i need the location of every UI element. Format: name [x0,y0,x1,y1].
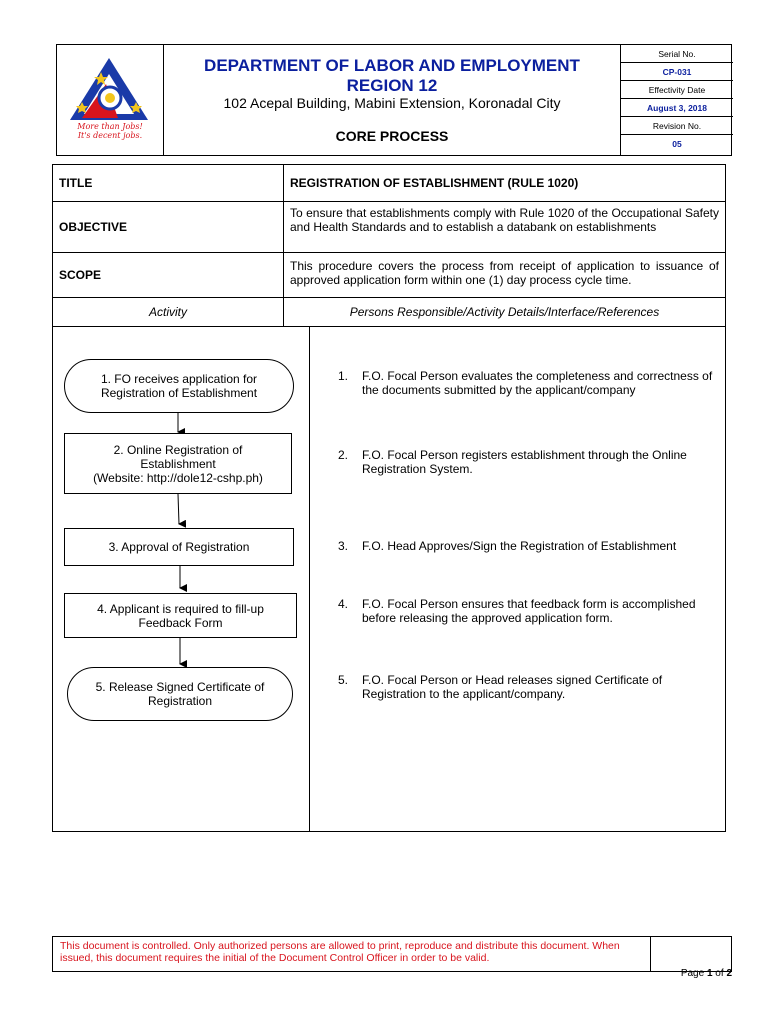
revision-label: Revision No. [621,116,733,134]
serial-label: Serial No. [658,49,696,59]
flow-step-5 [67,667,293,721]
page-current: 1 [706,968,713,979]
serial-value: CP-031 [621,62,733,80]
flow-step-3-label: 3. Approval of Registration [108,540,250,554]
page-number [600,968,732,979]
detail-4-text: F.O. Focal Person ensures that feedback form is accomplished before releasing the approved application form. [362,597,696,625]
objective-label: OBJECTIVE [52,201,284,253]
logo-tagline-line2: It's decent jobs. [77,131,143,140]
logo-tagline [60,122,160,140]
detail-item-2 [338,448,718,476]
detail-item-4 [338,597,718,625]
detail-3-text: F.O. Head Approves/Sign the Registration of Establishment [362,539,677,553]
detail-item-5 [338,673,718,701]
title-value: REGISTRATION OF ESTABLISHMENT (RULE 1020) [283,164,726,202]
detail-4-number: 4. [338,597,349,611]
logo-tagline-line1: More than Jobs! [77,122,143,131]
department-title-line1: DEPARTMENT OF LABOR AND EMPLOYMENT [204,56,580,75]
detail-item-1 [338,369,718,397]
detail-1-text: F.O. Focal Person evaluates the completeness and correctness of the documents submitted by the applicant/company [362,369,713,397]
flow-step-2-line3: (Website: http://dole12-cshp.ph) [93,470,263,485]
detail-2-number: 2. [338,448,349,462]
effectivity-value: August 3, 2018 [621,98,733,116]
persons-column-header: Persons Responsible/Activity Details/Interface/References [283,297,726,327]
flow-step-1 [64,359,294,413]
control-notice-text: This document is controlled. Only authorized persons are allowed to print, reproduce and distribute this document. When issued, this document requires the initial of the Document Control Officer in order to be valid. [60,940,620,964]
detail-1-number: 1. [338,369,349,383]
effectivity-label: Effectivity Date [621,80,733,98]
detail-3-number: 3. [338,539,349,553]
objective-value: To ensure that establishments comply with Rule 1020 of the Occupational Safety and Health Standards and to establish a databank on establishments [283,201,726,253]
scope-value: This procedure covers the process from receipt of application to issuance of approved application form within one (1) day process cycle time. [283,252,726,298]
flow-step-1-label: 1. FO receives application for Registration of Establishment [100,372,258,400]
connector-2-3 [178,494,179,524]
detail-item-3 [338,539,718,553]
department-title [164,56,620,96]
logo-cell [56,44,164,156]
flow-step-5-label: 5. Release Signed Certificate of Registration [95,680,265,708]
title-label: TITLE [52,164,284,202]
detail-5-number: 5. [338,673,349,687]
detail-5-text: F.O. Focal Person or Head releases signed Certificate of Registration to the applicant/company. [362,673,663,701]
flow-step-3 [64,528,294,566]
page-of: of [712,968,727,979]
flow-step-2 [64,433,292,494]
department-title-line2: REGION 12 [346,76,438,95]
core-process-label: CORE PROCESS [335,128,449,144]
scope-label: SCOPE [52,252,284,298]
flow-step-2-line1: 2. Online Registration of [113,442,243,457]
detail-2-text: F.O. Focal Person registers establishment through the Online Registration System. [362,448,687,476]
details-column [309,326,726,832]
flow-step-4-label: 4. Applicant is required to fill-up Feedback Form [97,601,264,630]
department-address: 102 Acepal Building, Mabini Extension, Koronadal City [223,95,561,111]
page-prefix: Page [680,968,707,979]
document-control-box [620,44,732,156]
control-notice-divider [650,936,651,972]
revision-value: 05 [621,134,733,154]
flow-step-2-line2: Establishment [140,456,216,471]
page-total: 2 [726,968,732,979]
flow-step-4 [64,593,297,638]
activity-column-header: Activity [52,297,284,327]
